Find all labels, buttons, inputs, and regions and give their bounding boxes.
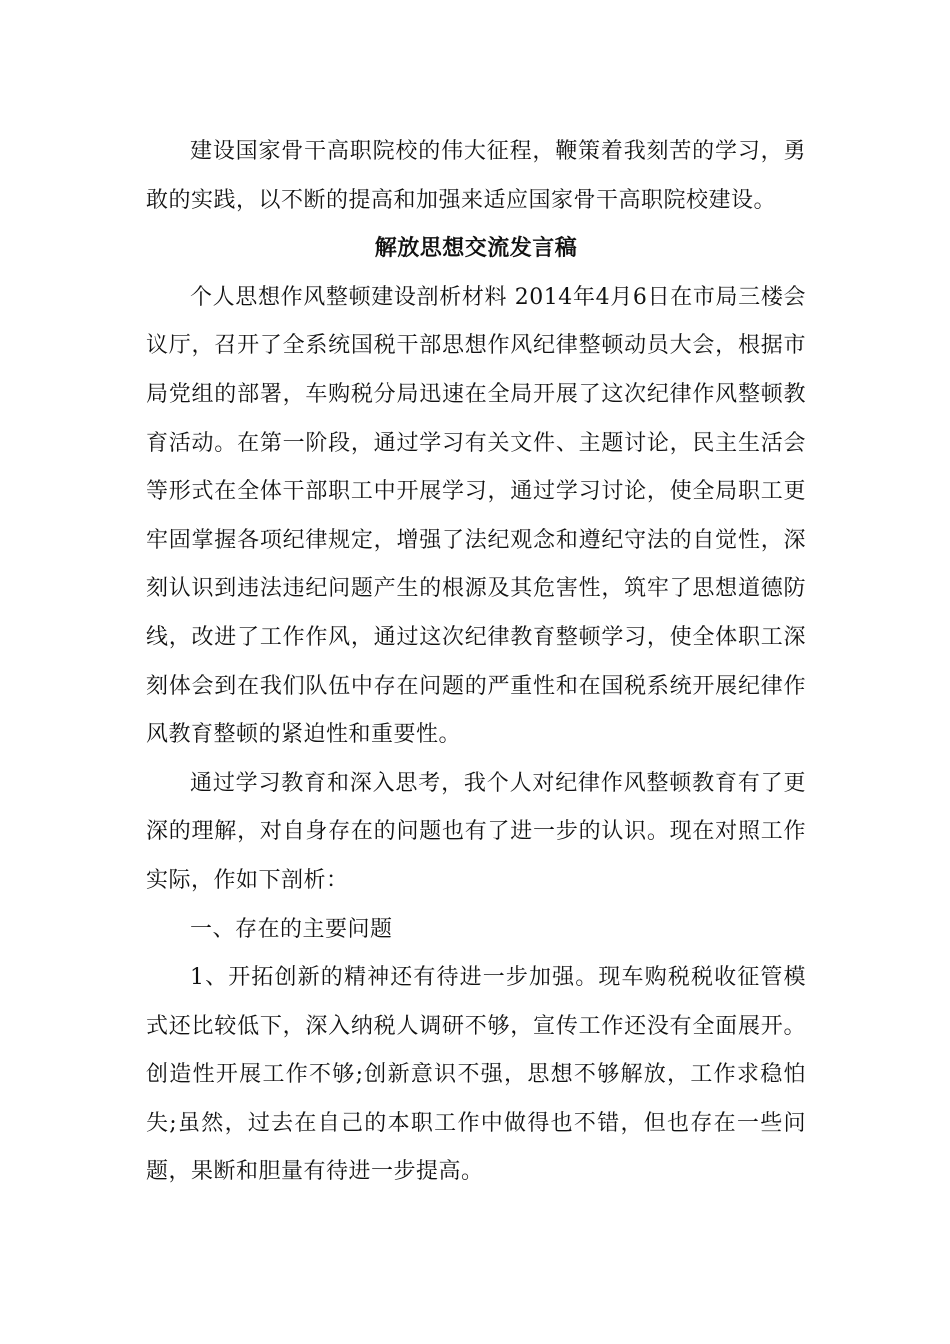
document-body: [146, 128, 806, 1197]
body-paragraph-2: 通过学习教育和深入思考，我个人对纪律作风整顿教育有了更深的理解，对自身存在的问题也有了进一步的认识。现在对照工作实际，作如下剖析：: [146, 770, 806, 893]
body-paragraph-1: 个人思想作风整顿建设剖析材料 2014年4月6日在市局三楼会议厅，召开了全系统国税干部思想作风纪律整顿动员大会，根据市局党组的部署，车购税分局迅速在全局开展了这次纪律作风整顿教育活动。在第一阶段，通过学习有关文件、主题讨论，民主生活会等形式在全体干部职工中开展学习，通过学习讨论，使全局职工更牢固掌握各项纪律规定，增强了法纪观念和遵纪守法的自觉性，深刻认识到违法违纪问题产生的根源及其危害性，筑牢了思想道德防线，改进了工作作风，通过这次纪律教育整顿学习，使全体职工深刻体会到在我们队伍中存在问题的严重性和在国税系统开展纪律作风教育整顿的紧迫性和重要性。: [146, 284, 806, 748]
section-heading: 一、存在的主要问题: [190, 916, 393, 942]
document-title: 解放思想交流发言稿: [374, 236, 578, 262]
intro-paragraph: 建设国家骨干高职院校的伟大征程，鞭策着我刻苦的学习，勇敢的实践，以不断的提高和加强来适应国家骨干高职院校建设。: [146, 139, 806, 213]
body-paragraph-3: 1、开拓创新的精神还有待进一步加强。现车购税税收征管模式还比较低下，深入纳税人调研不够，宣传工作还没有全面展开。创造性开展工作不够;创新意识不强，思想不够解放，工作求稳怕失;虽然，过去在自己的本职工作中做得也不错，但也存在一些问题，果断和胆量有待进一步提高。: [146, 965, 806, 1185]
